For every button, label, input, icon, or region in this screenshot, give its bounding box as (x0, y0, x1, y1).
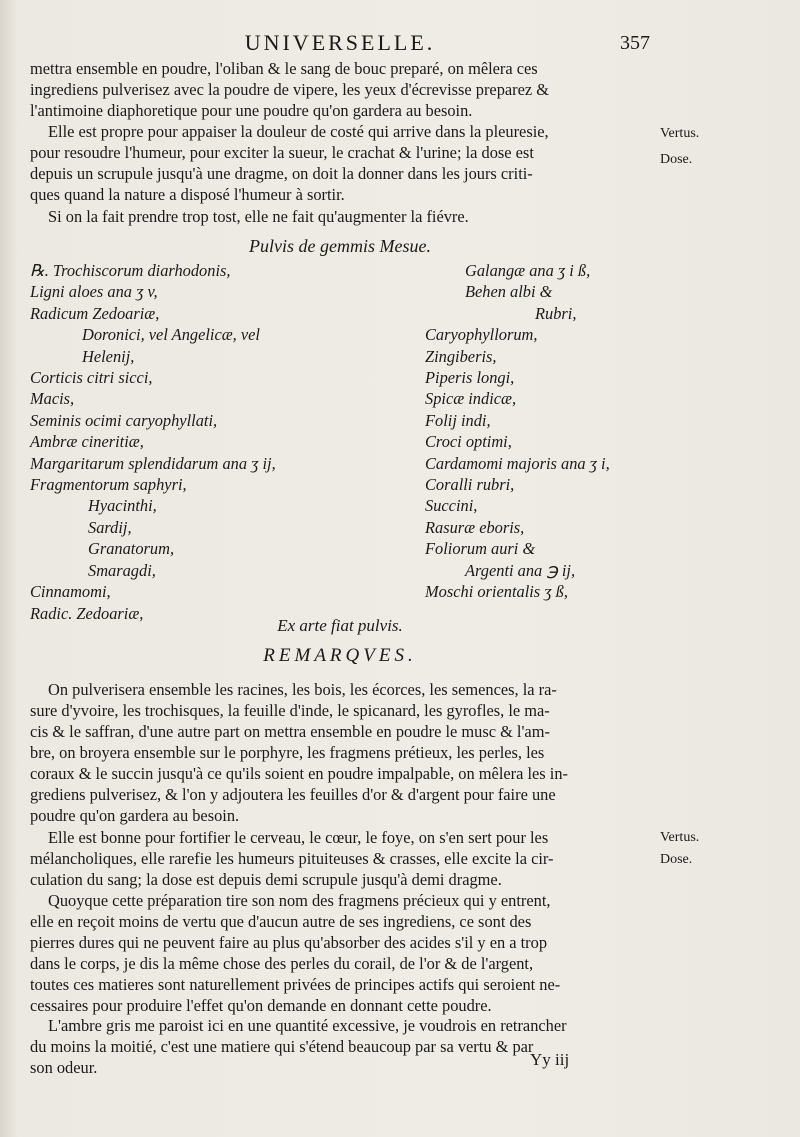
text-line: sure d'yvoire, les trochisques, la feuille d'inde, le spicanard, les gyrofles, le ma- (30, 701, 550, 720)
ingredient-line: Radic. Zedoariæ, (30, 603, 144, 623)
recipe-title: Pulvis de gemmis Mesue. (249, 236, 431, 256)
ingredient-line: ℞. Trochiscorum diarhodonis, (30, 261, 231, 280)
ingredient-line: Spicæ indicæ, (425, 389, 517, 409)
text-line: culation du sang; la dose est depuis demi scrupule jusqu'à demi dragme. (30, 870, 502, 889)
text-line: l'antimoine diaphoretique pour une poudre qu'on gardera au besoin. (30, 101, 473, 120)
margin-note-dose: Dose. (660, 852, 693, 867)
text-line: depuis un scrupule jusqu'à une dragme, on doit la donner dans les jours criti- (30, 164, 533, 183)
ingredient-line: Fragmentorum saphyri, (30, 475, 187, 495)
paragraph-warning (30, 206, 650, 227)
ingredient-line: Rasuræ eboris, (425, 517, 525, 537)
ingredient-line: Sardij, (88, 517, 132, 537)
text-line: son odeur. (30, 1058, 98, 1077)
ingredient-line: Rubri, (535, 303, 577, 323)
text-line: L'ambre gris me paroist ici en une quantité excessive, je voudrois en retrancher (48, 1016, 567, 1035)
text-line: pierres dures qui ne peuvent faire au plus qu'absorber des acides s'il y en a trop (30, 933, 548, 952)
text-line: toutes ces matieres sont naturellement privées de principes actifs qui seroient ne- (30, 975, 561, 994)
ingredient-line: Piperis longi, (425, 368, 515, 388)
ingredient-line: Folij indi, (425, 410, 491, 430)
margin-note-vertus: Vertus. (660, 830, 700, 845)
text-line: Si on la fait prendre trop tost, elle ne fait qu'augmenter la fiévre. (48, 207, 469, 226)
ingredient-line: Croci optimi, (425, 432, 512, 452)
remarques-heading: REMARQVES. (263, 645, 417, 666)
margin-note-dose: Dose. (660, 152, 693, 167)
running-title: UNIVERSELLE. (244, 30, 436, 55)
text-line: Quoyque cette préparation tire son nom des fragmens précieux qui y entrent, (48, 891, 551, 910)
ingredient-line: Ambræ cineritiæ, (30, 432, 144, 452)
text-line: On pulverisera ensemble les racines, les bois, les écorces, les semences, la ra- (48, 680, 557, 699)
ingredient-line: Granatorum, (88, 539, 175, 559)
ingredient-line: Margaritarum splendidarum ana ʒ ij, (30, 453, 276, 473)
ingredient-line: Ligni aloes ana ʒ v, (30, 282, 158, 302)
recipe-ingredients-left (30, 260, 410, 624)
text-line: Elle est propre pour appaiser la douleur de costé qui arrive dans la pleuresie, (48, 122, 549, 141)
text-line: cessaires pour produire l'effet qu'on demande en donnant cette poudre. (30, 996, 492, 1015)
ingredient-line: Doronici, vel Angelicæ, vel (82, 325, 260, 345)
text-line: mélancholiques, elle rarefie les humeurs pituiteuses & crasses, elle excite la cir- (30, 849, 554, 868)
text-line: du moins la moitié, c'est une matiere qui s'étend beaucoup par sa vertu & par (30, 1037, 534, 1056)
ingredient-line: Argenti ana ℈ ij, (465, 560, 576, 580)
ingredient-line: Foliorum auri & (425, 539, 536, 559)
text-line: elle en reçoit moins de vertu que d'aucun autre de ses ingrediens, ce sont des (30, 912, 532, 931)
text-line: cis & le saffran, d'une autre part on mettra ensemble en poudre le musc & l'am- (30, 722, 550, 741)
ingredient-line: Macis, (30, 389, 75, 409)
ingredient-line: Helenij, (82, 346, 135, 366)
ingredient-line: Moschi orientalis ʒ ß, (425, 582, 568, 602)
recipe-ingredients-right (425, 260, 655, 603)
text-line: ques quand la nature a disposé l'humeur à sortir. (30, 185, 345, 204)
paragraph-preparation (30, 679, 650, 826)
running-header (30, 30, 650, 56)
ingredient-line: Behen albi & (465, 282, 553, 302)
recipe-closing: Ex arte fiat pulvis. (277, 616, 403, 635)
text-line: mettra ensemble en poudre, l'oliban & le sang de bouc preparé, on mêlera ces (30, 59, 538, 78)
ingredient-line: Hyacinthi, (88, 496, 157, 516)
text-line: Elle est bonne pour fortifier le cerveau, le cœur, le foye, on s'en sert pour les (48, 828, 549, 847)
paragraph-commentary (30, 890, 650, 1016)
ingredient-line: Galangæ ana ʒ i ß, (465, 261, 591, 280)
paragraph-virtues (30, 121, 650, 205)
ingredient-line: Radicum Zedoariæ, (30, 303, 160, 323)
text-line: bre, on broyera ensemble sur le porphyre, les fragmens prétieux, les perles, les (30, 743, 545, 762)
paragraph-uses (30, 827, 650, 890)
ingredient-line: Corticis citri sicci, (30, 368, 153, 388)
text-line: ingrediens pulverisez avec la poudre de vipere, les yeux d'écrevisse preparez & (30, 80, 550, 99)
ingredient-line: Cardamomi majoris ana ʒ i, (425, 453, 610, 473)
ingredient-line: Succini, (425, 496, 478, 516)
ingredient-line: Caryophyllorum, (425, 325, 538, 345)
ingredient-line: Coralli rubri, (425, 475, 515, 495)
text-line: pour resoudre l'humeur, pour exciter la sueur, le crachat & l'urine; la dose est (30, 143, 534, 162)
ingredient-line: Zingiberis, (425, 346, 497, 366)
text-line: poudre qu'on gardera au besoin. (30, 806, 240, 825)
ingredient-line: Smaragdi, (88, 560, 156, 580)
text-line: grediens pulverisez, & l'on y adjoutera les feuilles d'or & d'argent pour faire une (30, 785, 556, 804)
text-line: coraux & le succin jusqu'à ce qu'ils soient en poudre impalpable, on mêlera les in- (30, 764, 568, 783)
page-number: 357 (620, 32, 650, 54)
text-line: dans le corps, je dis la même chose des perles du corail, de l'or & de l'argent, (30, 954, 534, 973)
signature-mark: Yy iij (530, 1050, 570, 1069)
paragraph-continuation (30, 58, 650, 121)
margin-note-vertus: Vertus. (660, 126, 700, 141)
ingredient-line: Cinnamomi, (30, 582, 111, 602)
ingredient-line: Seminis ocimi caryophyllati, (30, 410, 218, 430)
